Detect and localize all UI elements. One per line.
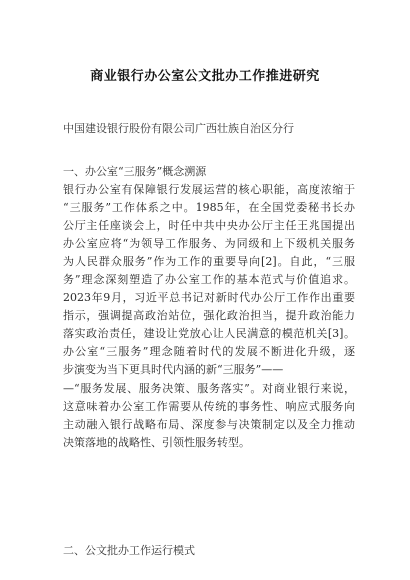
body-line: 步演变为当下更具时代内涵的新“三服务”—— xyxy=(63,363,284,377)
body-line: 办公室应将“为领导工作服务、为同级和上下级机关服务 xyxy=(63,237,355,251)
body-line: 办公室“三服务”理念随着时代的发展不断进化升级，逐 xyxy=(63,345,355,359)
body-line: 银行办公室有保障银行发展运营的核心职能，高度浓缩于 xyxy=(63,183,355,196)
body-line: 2023年9月，习近平总书记对新时代办公厅工作作出重要 xyxy=(63,291,355,305)
body-line: 这意味着办公室工作需要从传统的事务性、响应式服务向 xyxy=(63,399,355,413)
body-line: 务”理念深刻塑造了办公室工作的基本范式与价值追求。 xyxy=(63,273,355,287)
body-line: 指示，强调提高政治站位，强化政治担当，提升政治能力 xyxy=(63,309,355,323)
body-line: 公厅主任座谈会上，时任中共中央办公厅主任王兆国提出 xyxy=(63,219,355,233)
body-line: 主动融入银行战略布局、深度参与决策制定以及全力推动 xyxy=(63,417,355,431)
body-line: 落实政治责任，建设让党放心让人民满意的模范机关[3]。 xyxy=(63,327,355,341)
section-heading-1: 一、办公室“三服务”概念溯源 xyxy=(63,165,207,178)
body-line: “三服务”工作体系之中。1985年，在全国党委秘书长办 xyxy=(63,201,355,215)
body-line: —“服务发展、服务决策、服务落实”。对商业银行来说， xyxy=(63,381,355,395)
body-line: 为人民群众服务”作为工作的重要导向[2]。自此，“三服 xyxy=(63,255,355,269)
section-1-body xyxy=(63,181,355,452)
body-line: 决策落地的战略性、引领性服务转型。 xyxy=(63,435,250,449)
section-heading-2: 二、公文批办工作运行模式 xyxy=(63,544,195,557)
author-affiliation: 中国建设银行股份有限公司广西壮族自治区分行 xyxy=(63,122,294,135)
document-title: 商业银行办公室公文批办工作推进研究 xyxy=(90,69,320,84)
